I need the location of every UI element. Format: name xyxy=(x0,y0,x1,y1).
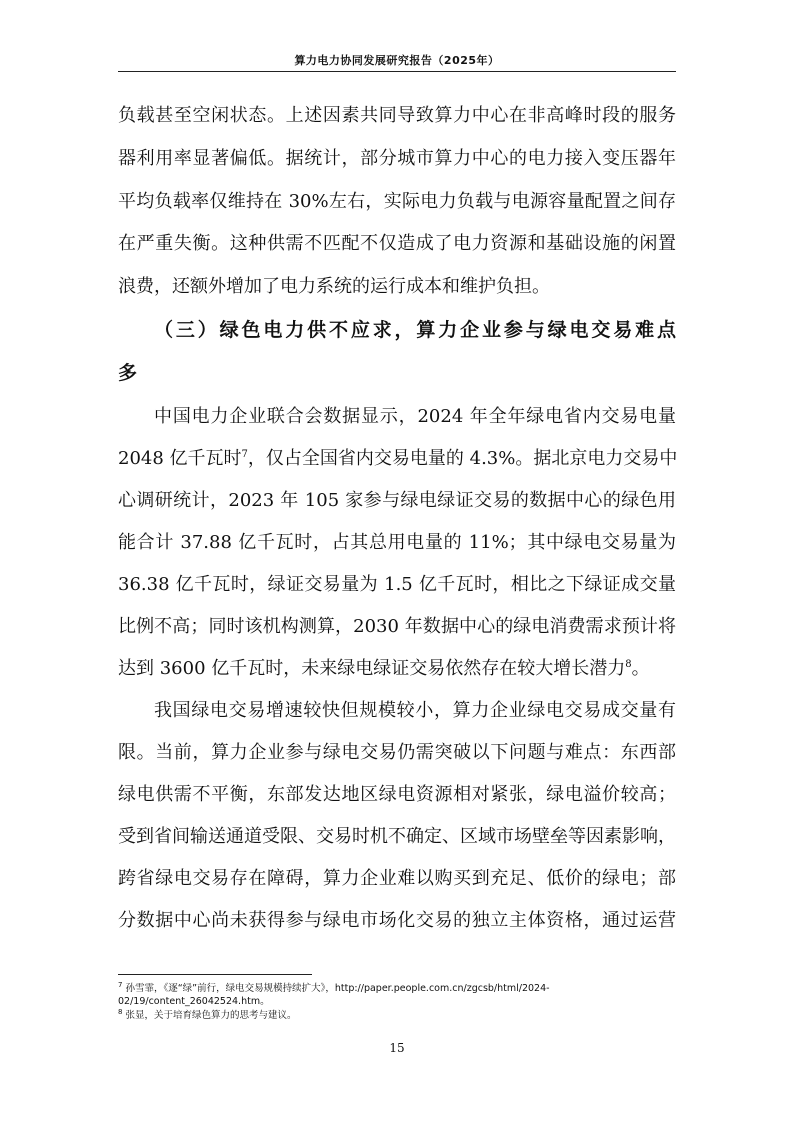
footnote-text: 张显，关于培育绿色算力的思考与建议。 xyxy=(125,1010,297,1021)
footnote-text: 孙雪霏，《逐“绿”前行，绿电交易规模持续扩大》，http://paper.people.com.cn/zgcsb/html/2024- xyxy=(125,983,550,994)
body-line: 跨省绿电交易存在障碍，算力企业难以购买到充足、低价的绿电；部 xyxy=(118,868,676,889)
body-text: 达到 3600 亿千瓦时，未来绿电绿证交易依然存在较大增长潜力 xyxy=(118,658,626,679)
page-number: 15 xyxy=(389,1041,405,1055)
footnote-marker[interactable]: 7 xyxy=(241,449,248,460)
body-line: 我国绿电交易增速较快但规模较小，算力企业绿电交易成交量有 xyxy=(154,700,676,721)
body-line: 36.38 亿千瓦时，绿证交易量为 1.5 亿千瓦时，相比之下绿证成交量 xyxy=(118,574,676,595)
body-line: 能合计 37.88 亿千瓦时，占其总用电量的 11%；其中绿电交易量为 xyxy=(118,532,676,553)
footnote-7 xyxy=(118,980,676,995)
body-line: 器利用率显著偏低。据统计，部分城市算力中心的电力接入变压器年 xyxy=(118,148,676,169)
body-line xyxy=(118,449,676,469)
body-line: 中国电力企业联合会数据显示，2024 年全年绿电省内交易电量 xyxy=(154,406,676,427)
body-text: ，仅占全国省内交易电量的 4.3%。据北京电力交易中 xyxy=(247,448,678,469)
body-line: 比例不高；同时该机构测算，2030 年数据中心的绿电消费需求预计将 xyxy=(118,616,676,637)
footnote-number: 8 xyxy=(118,1007,123,1016)
body-line: 浪费，还额外增加了电力系统的运行成本和维护负担。 xyxy=(118,276,550,297)
body-line: 心调研统计，2023 年 105 家参与绿电绿证交易的数据中心的绿色用 xyxy=(118,490,676,511)
footnote-7-continued: 02/19/content_26042524.htm。 xyxy=(118,996,270,1007)
body-line: 绿电供需不平衡，东部发达地区绿电资源相对紧张，绿电溢价较高； xyxy=(118,784,676,805)
body-line: 平均负载率仅维持在 30%左右，实际电力负载与电源容量配置之间存 xyxy=(118,191,676,212)
section-heading-continued: 多 xyxy=(118,362,138,384)
footnote-8 xyxy=(118,1007,676,1022)
body-line: 受到省间输送通道受限、交易时机不确定、区域市场壁垒等因素影响， xyxy=(118,826,676,847)
body-line: 限。当前，算力企业参与绿电交易仍需突破以下问题与难点：东西部 xyxy=(118,742,676,763)
body-line: 分数据中心尚未获得参与绿电市场化交易的独立主体资格，通过运营 xyxy=(118,910,676,931)
body-line: 负载甚至空闲状态。上述因素共同导致算力中心在非高峰时段的服务 xyxy=(118,105,676,126)
body-line: 在严重失衡。这种供需不匹配不仅造成了电力资源和基础设施的闲置 xyxy=(118,233,676,254)
footnote-number: 7 xyxy=(118,980,123,989)
body-line xyxy=(118,659,676,679)
body-text: 2048 亿千瓦时 xyxy=(118,448,242,469)
section-heading: （三）绿色电力供不应求，算力企业参与绿电交易难点 xyxy=(154,319,676,341)
header-divider xyxy=(118,71,676,72)
body-text: 。 xyxy=(631,658,650,679)
running-header: 算力电力协同发展研究报告（2025年） xyxy=(294,54,500,67)
footnote-separator xyxy=(118,974,312,975)
footnote-marker[interactable]: 8 xyxy=(625,659,632,670)
